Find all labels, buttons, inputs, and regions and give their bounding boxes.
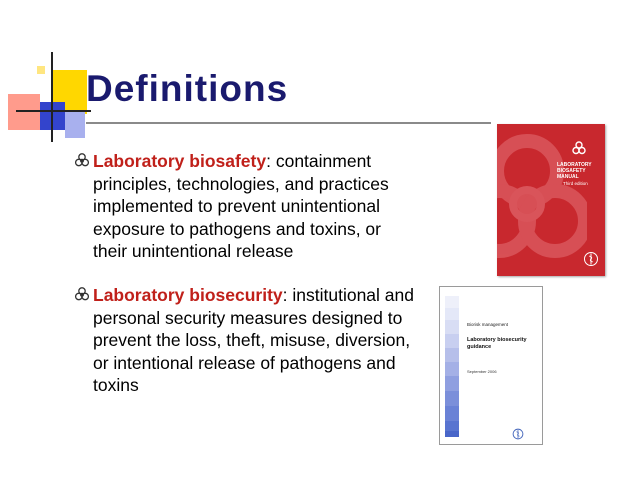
bullet-biosafety-text <box>93 150 419 263</box>
who-logo-icon <box>512 428 524 440</box>
term-biosecurity: Laboratory biosecurity <box>93 285 283 305</box>
bullet-biosecurity <box>74 284 419 397</box>
bullet-biosafety <box>74 150 419 263</box>
book2-date: September 2006 <box>467 369 497 374</box>
color-strip <box>445 296 459 441</box>
book1-title: LABORATORY BIOSAFETY MANUAL <box>557 162 592 180</box>
definition-biosafety: : containment principles, technologies, and practices implemented to prevent unintentional exposure to pathogens and toxins, or their unintentional release <box>93 151 389 261</box>
book2-title: Laboratory biosecurity guidance <box>467 337 527 350</box>
who-logo-icon <box>583 251 599 267</box>
title-divider <box>86 122 491 124</box>
bullet-biosecurity-text <box>93 284 419 397</box>
book2-series: Biorisk management <box>467 322 509 327</box>
book1-edition: Third edition <box>563 181 588 186</box>
book-cover-biosafety-manual <box>497 124 605 276</box>
decor-vertical-line <box>51 52 53 142</box>
slide-title: Definitions <box>86 68 289 109</box>
decor-block-lightblue <box>65 110 85 138</box>
biohazard-bullet-icon <box>74 152 90 168</box>
term-biosafety: Laboratory biosafety <box>93 151 267 171</box>
biohazard-mini-icon <box>571 140 587 156</box>
decor-horizontal-line <box>16 110 91 112</box>
decor-block-yellow-small <box>37 66 45 74</box>
biohazard-bullet-icon <box>74 286 90 302</box>
decor-block-orange <box>8 94 40 130</box>
book-cover-biosecurity-guidance <box>439 286 543 445</box>
definition-biosecurity: : institutional and personal security measures designed to prevent the loss, theft, misuse, diversion, or intentional release of pathogens and toxins <box>93 285 414 395</box>
